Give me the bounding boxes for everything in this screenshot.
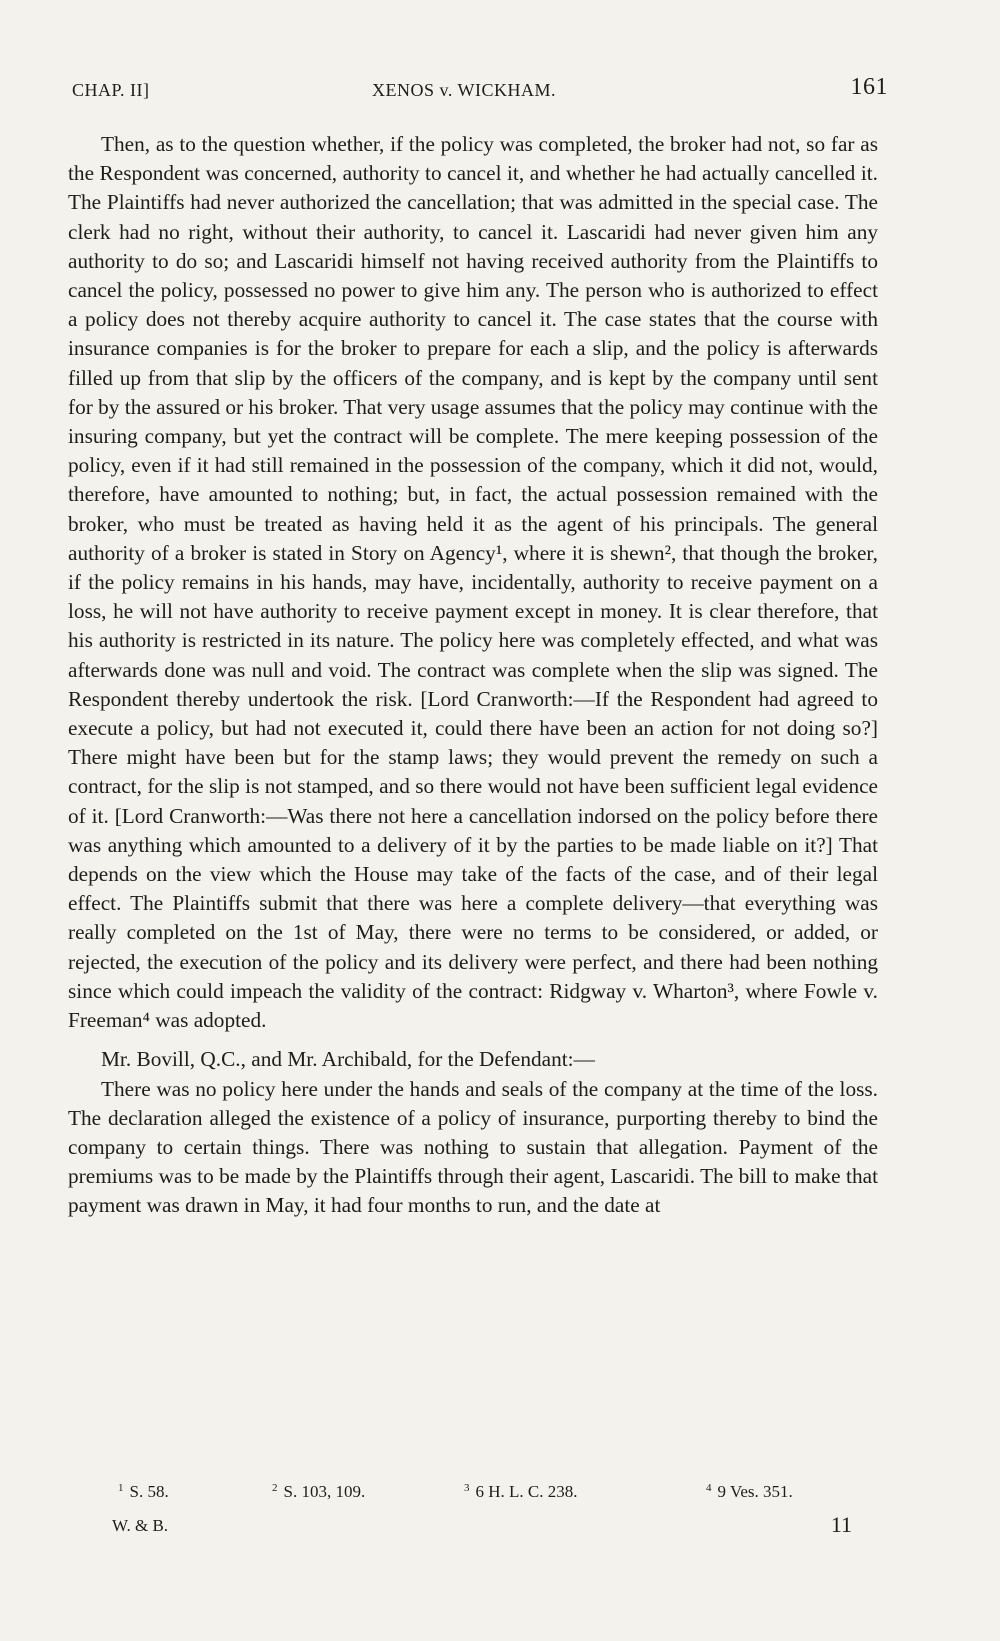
paragraph-counsel: Mr. Bovill, Q.C., and Mr. Archibald, for the Defendant:— xyxy=(101,1047,595,1072)
signature-mark: W. & B. xyxy=(112,1516,169,1535)
running-title: XENOS v. WICKHAM. xyxy=(372,80,556,100)
footnote-1 xyxy=(118,1482,169,1502)
footnote-mark: 3 xyxy=(464,1482,470,1494)
footnote-3 xyxy=(464,1482,578,1502)
page-number: 161 xyxy=(850,74,888,100)
footnote-mark: 4 xyxy=(706,1482,712,1494)
sheet-number: 11 xyxy=(830,1512,852,1537)
footnote-mark: 1 xyxy=(118,1482,124,1494)
chapter-label: CHAP. II] xyxy=(72,80,150,100)
paragraph-argument: Then, as to the question whether, if the policy was completed, the broker had not, so far as the Respondent was concerned, authority to cancel it, and whether he had actually cancelled it. The Plaintiffs had never authorized the cancellation; that was admitted in the special case. The clerk had no right, without their authority, to cancel it. Lascaridi had never given him any authority to do so; and Lascaridi himself not having received authority from the Plaintiffs to cancel the policy, possessed no power to give him any. The person who is authorized to effect a policy does not thereby acquire authority to cancel it. The case states that the course with insurance companies is for the broker to prepare for each a slip, and the policy is afterwards filled up from that slip by the officers of the company, and is kept by the company until sent for by the assured or his broker. That very usage assumes that the policy may continue with the insuring company, but yet the contract will be complete. The mere keeping possession of the policy, even if it had still remained in the possession of the company, which it did not, would, therefore, have amounted to nothing; but, in fact, the actual possession remained with the broker, who must be treated as having held it as the agent of his principals. The general authority of a broker is stated in Story on Agency¹, where it is shewn², that though the broker, if the policy remains in his hands, may have, incidentally, authority to receive payment on a loss, he will not have authority to receive payment except in money. It is clear therefore, that his authority is restricted in its nature. The policy here was completely effected, and what was afterwards done was null and void. The contract was complete when the slip was signed. The Respondent thereby undertook the risk. [Lord Cranworth:—If the Respondent had agreed to execute a policy, but had not executed it, could there have been an action for not doing so?] There might have been but for the stamp laws; they would prevent the remedy on such a contract, for the slip is not stamped, and so there would not have been sufficient legal evidence of it. [Lord Cranworth:—Was there not here a cancellation indorsed on the policy before there was anything which amounted to a delivery of it by the parties to be made liable on it?] That depends on the view which the House may take of the facts of the case, and of their legal effect. The Plaintiffs submit that there was here a complete delivery—that everything was really completed on the 1st of May, there were no terms to be considered, or added, or rejected, the execution of the policy and its delivery were perfect, and there had been nothing since which could impeach the validity of the contract: Ridgway v. Wharton³, where Fowle v. Freeman⁴ was adopted. xyxy=(68,132,878,1033)
footnote-text: 9 Ves. 351. xyxy=(717,1482,793,1501)
footnote-text: S. 103, 109. xyxy=(283,1482,366,1501)
footnote-2 xyxy=(272,1482,365,1502)
running-header xyxy=(72,74,888,108)
footnote-text: S. 58. xyxy=(129,1482,169,1501)
footnote-mark: 2 xyxy=(272,1482,278,1494)
body-text xyxy=(68,130,878,1221)
footnote-text: 6 H. L. C. 238. xyxy=(475,1482,578,1501)
footnote-4 xyxy=(706,1482,793,1502)
paragraph-defence: There was no policy here under the hands and seals of the company at the time of the loss. The declaration alleged the existence of a policy of insurance, purporting thereby to bind the company to certain things. There was nothing to sustain that allegation. Payment of the premiums was to be made by the Plaintiffs through their agent, Lascaridi. The bill to make that payment was drawn in May, it had four months to run, and the date at xyxy=(68,1076,878,1218)
